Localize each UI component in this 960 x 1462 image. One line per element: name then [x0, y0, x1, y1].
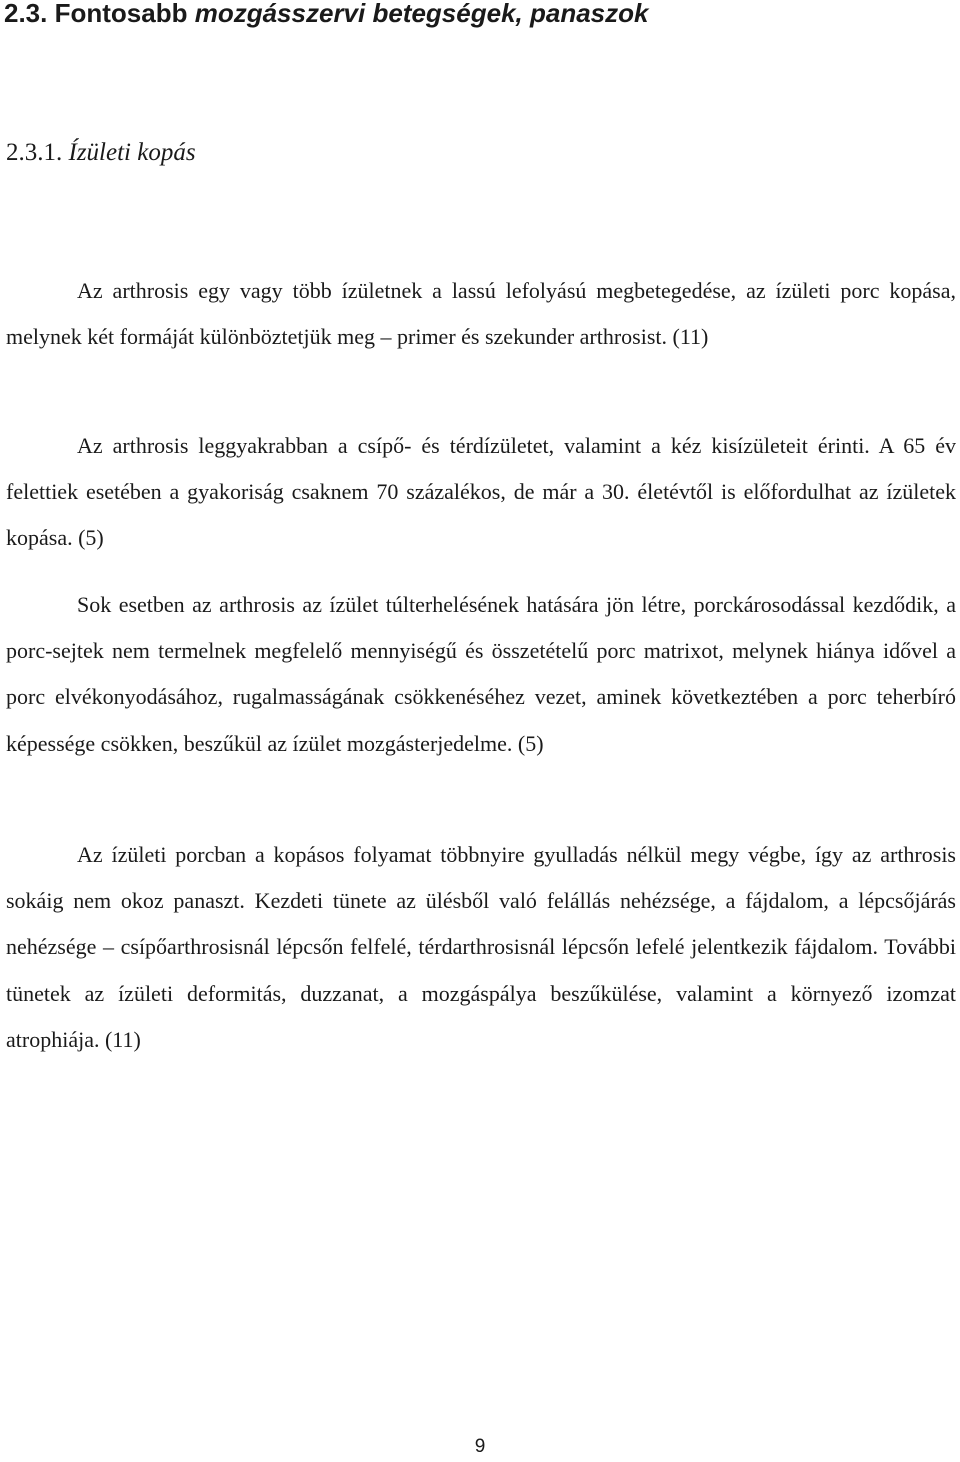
section-heading-title-plain: Fontosabb: [54, 0, 188, 28]
body-paragraph-2: Az arthrosis leggyakrabban a csípő- és térdízületet, valamint a kéz kisízületeit érinti. A 65 év felettiek esetében a gyakoriság csaknem 70 százalékos, de már a 30. életévtől is előfordulhat az ízületek kopása. (5): [6, 433, 956, 551]
body-paragraph-4: Az ízületi porcban a kopásos folyamat többnyire gyulladás nélkül megy végbe, így az arthrosis sokáig nem okoz panaszt. Kezdeti tünete az ülésből való felállás nehézsége, a fájdalom, a lépcsőjárás nehézsége – csípőarthrosisnál lépcsőn felfelé, térdarthrosisnál lépcsőn lefelé jelentkezik fájdalom. További tünetek az ízületi deformitás, duzzanat, a mozgáspálya beszűkülése, valamint a környező izomzat atrophiája. (11): [6, 842, 956, 1052]
subsection-heading: [6, 136, 196, 170]
section-heading-number: 2.3.: [4, 0, 48, 28]
page-number: 9: [474, 1436, 486, 1457]
subsection-heading-number: 2.3.1.: [6, 139, 63, 166]
body-paragraph-1: Az arthrosis egy vagy több ízületnek a lassú lefolyású megbetegedése, az ízületi porc kopása, melynek két formáját különböztetjük meg – primer és szekunder arthrosist. (11): [6, 278, 956, 350]
section-heading: [4, 0, 648, 30]
subsection-heading-title: Ízületi kopás: [68, 139, 196, 166]
body-paragraph-3: Sok esetben az arthrosis az ízület túlterhelésének hatására jön létre, porckárosodással kezdődik, a porc-sejtek nem termelnek megfelelő mennyiségű és összetételű porc matrixot, melynek hiánya idővel a porc elvékonyodásához, rugalmasságának csökkenéséhez vezet, aminek következtében a porc teherbíró képessége csökken, beszűkül az ízület mozgásterjedelme. (5): [6, 592, 956, 756]
section-heading-title-italic: mozgásszervi betegségek, panaszok: [194, 0, 649, 28]
